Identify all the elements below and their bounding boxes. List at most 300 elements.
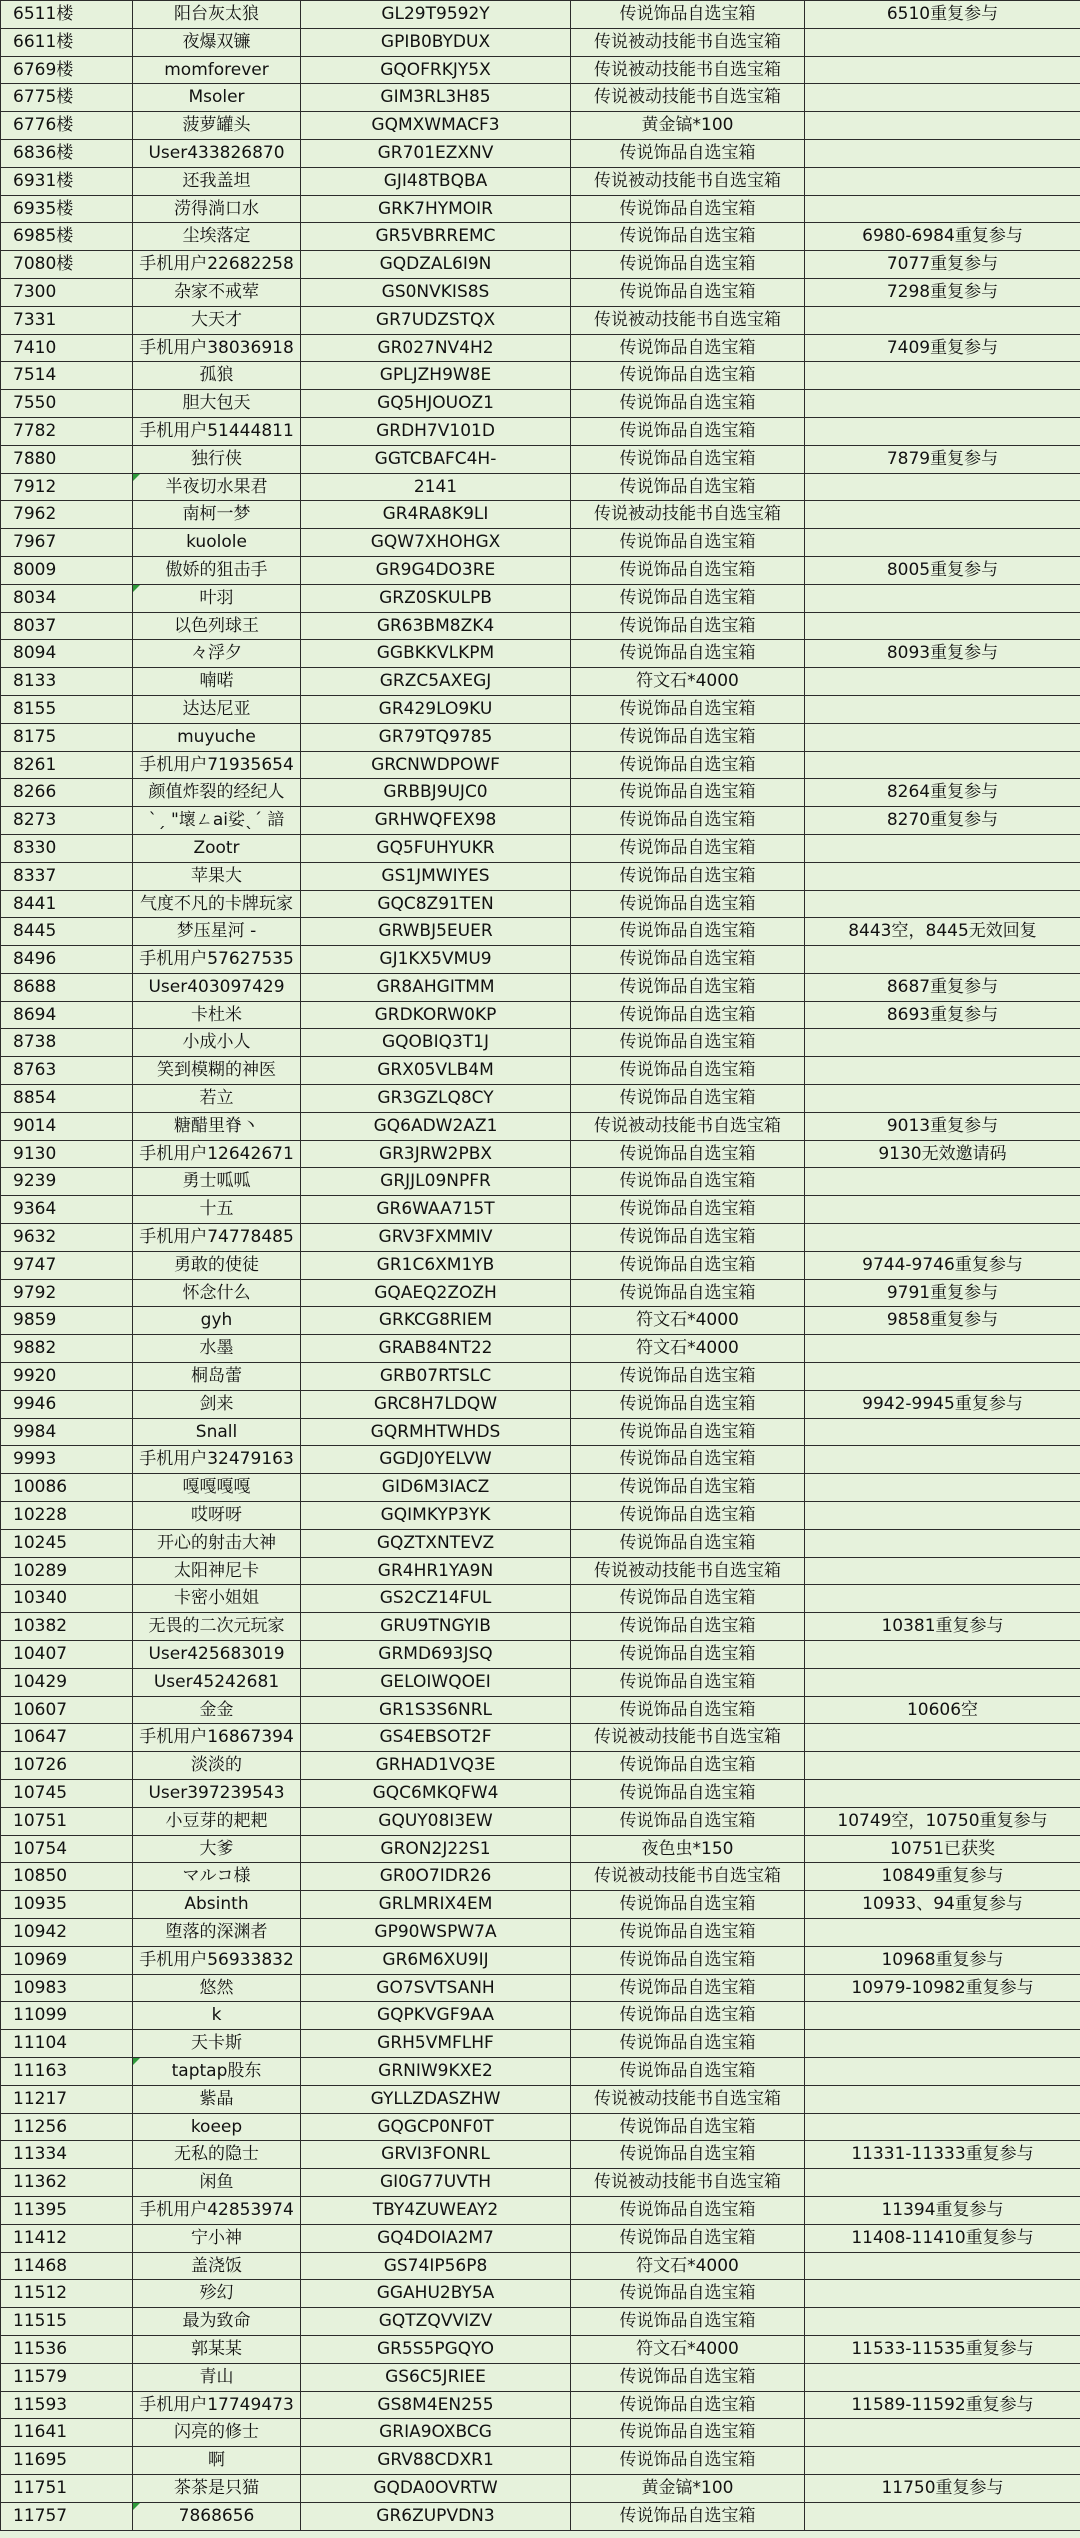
table-row (1, 1, 1080, 29)
table-row (1, 779, 1080, 807)
prize-cell: 传说饰品自选宝箱 (571, 2447, 805, 2475)
prize-cell: 符文石*4000 (571, 2252, 805, 2280)
redeem-code-cell: GQPKVGF9AA (301, 2002, 571, 2030)
floor-cell: 9882 (1, 1335, 133, 1363)
nickname-cell: 喃喏 (133, 668, 301, 696)
table-row (1, 195, 1080, 223)
floor-cell: 10289 (1, 1557, 133, 1585)
floor-cell: 9364 (1, 1196, 133, 1224)
note-cell (805, 2002, 1080, 2030)
floor-cell: 11579 (1, 2363, 133, 2391)
prize-cell: 传说饰品自选宝箱 (571, 918, 805, 946)
floor-cell: 11536 (1, 2335, 133, 2363)
redeem-code-cell: GS0NVKIS8S (301, 278, 571, 306)
nickname-cell: Zootr (133, 834, 301, 862)
table-row (1, 28, 1080, 56)
table-row (1, 1057, 1080, 1085)
note-cell: 8093重复参与 (805, 640, 1080, 668)
table-row (1, 2196, 1080, 2224)
table-row (1, 306, 1080, 334)
prize-cell: 传说饰品自选宝箱 (571, 2363, 805, 2391)
table-row (1, 1112, 1080, 1140)
table-row (1, 1668, 1080, 1696)
table-row (1, 695, 1080, 723)
floor-cell: 10245 (1, 1529, 133, 1557)
note-cell (805, 2252, 1080, 2280)
redeem-code-cell: GQMXWMACF3 (301, 112, 571, 140)
table-row (1, 807, 1080, 835)
table-row (1, 223, 1080, 251)
floor-cell: 7967 (1, 529, 133, 557)
nickname-cell: Absinth (133, 1891, 301, 1919)
redeem-code-cell: GRH5VMFLHF (301, 2030, 571, 2058)
nickname-cell: koeep (133, 2113, 301, 2141)
table-row (1, 2002, 1080, 2030)
nickname-cell: 水墨 (133, 1335, 301, 1363)
table-row (1, 2447, 1080, 2475)
nickname-cell: 手机用户74778485 (133, 1224, 301, 1252)
table-row (1, 1085, 1080, 1113)
prize-cell: 符文石*4000 (571, 1307, 805, 1335)
nickname-cell: User425683019 (133, 1641, 301, 1669)
table-row (1, 362, 1080, 390)
prize-cell: 传说饰品自选宝箱 (571, 1, 805, 29)
note-cell (805, 946, 1080, 974)
table-row (1, 2363, 1080, 2391)
floor-cell: 8175 (1, 723, 133, 751)
nickname-cell: 大爹 (133, 1835, 301, 1863)
floor-cell: 9946 (1, 1390, 133, 1418)
note-cell (805, 1196, 1080, 1224)
redeem-code-cell: GRB07RTSLC (301, 1363, 571, 1391)
note-cell (805, 1724, 1080, 1752)
nickname-cell: 7868656 (133, 2502, 301, 2530)
table-row (1, 417, 1080, 445)
floor-cell: 11593 (1, 2391, 133, 2419)
nickname-cell: 夜爆双镰 (133, 28, 301, 56)
redeem-code-cell: GL29T9592Y (301, 1, 571, 29)
floor-cell: 8094 (1, 640, 133, 668)
nickname-cell: User433826870 (133, 139, 301, 167)
table-row (1, 2057, 1080, 2085)
nickname-cell: 尘埃落定 (133, 223, 301, 251)
prize-cell: 传说饰品自选宝箱 (571, 1140, 805, 1168)
nickname-cell: 々浮夕 (133, 640, 301, 668)
note-cell: 7879重复参与 (805, 445, 1080, 473)
redeem-code-cell: GRKCG8RIEM (301, 1307, 571, 1335)
floor-cell: 8763 (1, 1057, 133, 1085)
redeem-code-cell: GR4RA8K9LI (301, 501, 571, 529)
prize-cell: 传说饰品自选宝箱 (571, 1196, 805, 1224)
table-row (1, 862, 1080, 890)
table-row (1, 946, 1080, 974)
prize-cell: 传说饰品自选宝箱 (571, 1752, 805, 1780)
floor-cell: 8688 (1, 973, 133, 1001)
floor-cell: 7514 (1, 362, 133, 390)
nickname-cell: 若立 (133, 1085, 301, 1113)
note-cell (805, 195, 1080, 223)
note-cell (805, 1418, 1080, 1446)
table-row (1, 2391, 1080, 2419)
table-row (1, 1335, 1080, 1363)
nickname-cell: 菠萝罐头 (133, 112, 301, 140)
note-cell: 10979-10982重复参与 (805, 1974, 1080, 2002)
note-cell: 8693重复参与 (805, 1001, 1080, 1029)
table-row (1, 278, 1080, 306)
nickname-cell: 怀念什么 (133, 1279, 301, 1307)
table-row (1, 1585, 1080, 1613)
note-cell (805, 417, 1080, 445)
table-row (1, 1474, 1080, 1502)
nickname-cell: 涝得淌口水 (133, 195, 301, 223)
nickname-cell: User45242681 (133, 1668, 301, 1696)
nickname-cell: 最为致命 (133, 2308, 301, 2336)
nickname-cell: 以色列球王 (133, 612, 301, 640)
table-row (1, 1724, 1080, 1752)
redeem-code-cell: GR3JRW2PBX (301, 1140, 571, 1168)
floor-cell: 8441 (1, 890, 133, 918)
prize-table-body (1, 1, 1080, 2531)
nickname-cell: 太阳神尼卡 (133, 1557, 301, 1585)
note-cell (805, 1446, 1080, 1474)
redeem-code-cell: GJ1KX5VMU9 (301, 946, 571, 974)
prize-cell: 传说饰品自选宝箱 (571, 473, 805, 501)
nickname-cell: 手机用户16867394 (133, 1724, 301, 1752)
redeem-code-cell: GRCNWDPOWF (301, 751, 571, 779)
nickname-cell: 小豆芽的耙耙 (133, 1807, 301, 1835)
table-row (1, 473, 1080, 501)
note-cell (805, 1029, 1080, 1057)
nickname-cell: 卡密小姐姐 (133, 1585, 301, 1613)
nickname-cell: 天卡斯 (133, 2030, 301, 2058)
nickname-cell: 手机用户12642671 (133, 1140, 301, 1168)
table-row (1, 1251, 1080, 1279)
redeem-code-cell: GQRMHTWHDS (301, 1418, 571, 1446)
floor-cell: 10407 (1, 1641, 133, 1669)
nickname-cell: Msoler (133, 84, 301, 112)
table-row (1, 890, 1080, 918)
redeem-code-cell: GQC6MKQFW4 (301, 1780, 571, 1808)
floor-cell: 8037 (1, 612, 133, 640)
floor-cell: 8273 (1, 807, 133, 835)
prize-cell: 传说饰品自选宝箱 (571, 807, 805, 835)
prize-cell: 传说饰品自选宝箱 (571, 1446, 805, 1474)
table-row (1, 334, 1080, 362)
nickname-cell: 无私的隐士 (133, 2141, 301, 2169)
floor-cell: 9792 (1, 1279, 133, 1307)
redeem-code-cell: GGDJ0YELVW (301, 1446, 571, 1474)
prize-cell: 传说被动技能书自选宝箱 (571, 306, 805, 334)
table-row (1, 2280, 1080, 2308)
nickname-cell: 手机用户57627535 (133, 946, 301, 974)
redeem-code-cell: GRC8H7LDQW (301, 1390, 571, 1418)
prize-cell: 符文石*4000 (571, 668, 805, 696)
note-cell: 11589-11592重复参与 (805, 2391, 1080, 2419)
floor-cell: 11512 (1, 2280, 133, 2308)
nickname-cell: 啊 (133, 2447, 301, 2475)
prize-cell: 传说饰品自选宝箱 (571, 1224, 805, 1252)
table-row (1, 751, 1080, 779)
redeem-code-cell: GS74IP56P8 (301, 2252, 571, 2280)
redeem-code-cell: GI0G77UVTH (301, 2169, 571, 2197)
floor-cell: 9747 (1, 1251, 133, 1279)
nickname-cell: 悠然 (133, 1974, 301, 2002)
floor-cell: 11334 (1, 2141, 133, 2169)
note-cell (805, 56, 1080, 84)
table-row (1, 1279, 1080, 1307)
redeem-code-cell: GQIMKYP3YK (301, 1502, 571, 1530)
floor-cell: 6776楼 (1, 112, 133, 140)
nickname-cell: 孤狼 (133, 362, 301, 390)
note-cell: 10751已获奖 (805, 1835, 1080, 1863)
nickname-cell: 手机用户71935654 (133, 751, 301, 779)
note-cell (805, 668, 1080, 696)
floor-cell: 7880 (1, 445, 133, 473)
prize-cell: 传说饰品自选宝箱 (571, 2057, 805, 2085)
prize-cell: 传说饰品自选宝箱 (571, 195, 805, 223)
note-cell (805, 306, 1080, 334)
nickname-cell: 气度不凡的卡牌玩家 (133, 890, 301, 918)
prize-cell: 传说饰品自选宝箱 (571, 1696, 805, 1724)
table-row (1, 2113, 1080, 2141)
floor-cell: 10726 (1, 1752, 133, 1780)
floor-cell: 10942 (1, 1918, 133, 1946)
note-cell (805, 362, 1080, 390)
prize-cell: 黄金镐*100 (571, 112, 805, 140)
redeem-code-cell: GQZTXNTEVZ (301, 1529, 571, 1557)
nickname-cell: 十五 (133, 1196, 301, 1224)
prize-cell: 传说被动技能书自选宝箱 (571, 28, 805, 56)
note-cell (805, 1502, 1080, 1530)
floor-cell: 11515 (1, 2308, 133, 2336)
prize-cell: 传说饰品自选宝箱 (571, 1390, 805, 1418)
table-row (1, 1529, 1080, 1557)
table-row (1, 1696, 1080, 1724)
prize-cell: 传说饰品自选宝箱 (571, 1780, 805, 1808)
redeem-code-cell: GRU9TNGYIB (301, 1613, 571, 1641)
redeem-code-cell: GR7UDZSTQX (301, 306, 571, 334)
note-cell (805, 1057, 1080, 1085)
note-cell (805, 1641, 1080, 1669)
redeem-code-cell: GR027NV4H2 (301, 334, 571, 362)
floor-cell: 10969 (1, 1946, 133, 1974)
redeem-code-cell: GRHWQFEX98 (301, 807, 571, 835)
floor-cell: 9859 (1, 1307, 133, 1335)
table-row (1, 2030, 1080, 2058)
prize-cell: 传说饰品自选宝箱 (571, 1502, 805, 1530)
floor-cell: 11395 (1, 2196, 133, 2224)
note-cell (805, 2419, 1080, 2447)
floor-cell: 10935 (1, 1891, 133, 1919)
floor-cell: 8445 (1, 918, 133, 946)
redeem-code-cell: GRJJL09NPFR (301, 1168, 571, 1196)
table-row (1, 584, 1080, 612)
table-row (1, 112, 1080, 140)
redeem-code-cell: GQ5FUHYUKR (301, 834, 571, 862)
prize-cell: 传说被动技能书自选宝箱 (571, 1863, 805, 1891)
nickname-cell: 闪亮的修士 (133, 2419, 301, 2447)
redeem-code-cell: GELOIWQOEI (301, 1668, 571, 1696)
prize-cell: 夜色虫*150 (571, 1835, 805, 1863)
nickname-cell: 南柯一梦 (133, 501, 301, 529)
prize-cell: 传说饰品自选宝箱 (571, 1251, 805, 1279)
redeem-code-cell: GS2CZ14FUL (301, 1585, 571, 1613)
note-cell (805, 612, 1080, 640)
floor-cell: 11104 (1, 2030, 133, 2058)
redeem-code-cell: GQUY08I3EW (301, 1807, 571, 1835)
redeem-code-cell: GRHAD1VQ3E (301, 1752, 571, 1780)
table-row (1, 139, 1080, 167)
redeem-code-cell: 2141 (301, 473, 571, 501)
nickname-cell: momforever (133, 56, 301, 84)
redeem-code-cell: GR9G4DO3RE (301, 556, 571, 584)
prize-cell: 黄金镐*100 (571, 2474, 805, 2502)
redeem-code-cell: GR6ZUPVDN3 (301, 2502, 571, 2530)
redeem-code-cell: GGTCBAFC4H- (301, 445, 571, 473)
table-row (1, 445, 1080, 473)
redeem-code-cell: GR429LO9KU (301, 695, 571, 723)
redeem-code-cell: GR8AHGITMM (301, 973, 571, 1001)
floor-cell: 8261 (1, 751, 133, 779)
prize-cell: 传说饰品自选宝箱 (571, 2141, 805, 2169)
prize-cell: 传说饰品自选宝箱 (571, 556, 805, 584)
nickname-cell: 小成小人 (133, 1029, 301, 1057)
prize-cell: 传说饰品自选宝箱 (571, 973, 805, 1001)
nickname-cell: 手机用户22682258 (133, 251, 301, 279)
prize-cell: 传说饰品自选宝箱 (571, 1613, 805, 1641)
floor-cell: 11163 (1, 2057, 133, 2085)
table-row (1, 973, 1080, 1001)
redeem-code-cell: GRDH7V101D (301, 417, 571, 445)
note-cell: 10606空 (805, 1696, 1080, 1724)
floor-cell: 10745 (1, 1780, 133, 1808)
table-row (1, 1196, 1080, 1224)
prize-cell: 传说饰品自选宝箱 (571, 640, 805, 668)
prize-cell: 传说被动技能书自选宝箱 (571, 2169, 805, 2197)
table-row (1, 1418, 1080, 1446)
table-row (1, 56, 1080, 84)
prize-cell: 传说饰品自选宝箱 (571, 2002, 805, 2030)
table-row (1, 1390, 1080, 1418)
redeem-code-cell: GYLLZDASZHW (301, 2085, 571, 2113)
table-row (1, 1613, 1080, 1641)
prize-cell: 传说饰品自选宝箱 (571, 251, 805, 279)
redeem-code-cell: GQOBIQ3T1J (301, 1029, 571, 1057)
floor-cell: 8854 (1, 1085, 133, 1113)
floor-cell: 10607 (1, 1696, 133, 1724)
redeem-code-cell: GP90WSPW7A (301, 1918, 571, 1946)
floor-cell: 11256 (1, 2113, 133, 2141)
prize-cell: 传说饰品自选宝箱 (571, 1585, 805, 1613)
floor-cell: 8034 (1, 584, 133, 612)
floor-cell: 9993 (1, 1446, 133, 1474)
nickname-cell: 苹果大 (133, 862, 301, 890)
note-cell (805, 112, 1080, 140)
redeem-code-cell: GQ6ADW2AZ1 (301, 1112, 571, 1140)
note-cell (805, 1780, 1080, 1808)
table-row (1, 501, 1080, 529)
floor-cell: 11468 (1, 2252, 133, 2280)
redeem-code-cell: GRV88CDXR1 (301, 2447, 571, 2475)
redeem-code-cell: GR79TQ9785 (301, 723, 571, 751)
redeem-code-cell: GID6M3IACZ (301, 1474, 571, 1502)
redeem-code-cell: GQDA0OVRTW (301, 2474, 571, 2502)
note-cell (805, 28, 1080, 56)
note-cell (805, 2113, 1080, 2141)
note-cell (805, 1668, 1080, 1696)
redeem-code-cell: GRZ0SKULPB (301, 584, 571, 612)
floor-cell: 8133 (1, 668, 133, 696)
nickname-cell: 手机用户38036918 (133, 334, 301, 362)
nickname-cell: 盖浇饭 (133, 2252, 301, 2280)
redeem-code-cell: GR0O7IDR26 (301, 1863, 571, 1891)
redeem-code-cell: GIM3RL3H85 (301, 84, 571, 112)
prize-cell: 传说饰品自选宝箱 (571, 2113, 805, 2141)
floor-cell: 6985楼 (1, 223, 133, 251)
redeem-code-cell: GRMD693JSQ (301, 1641, 571, 1669)
floor-cell: 10983 (1, 1974, 133, 2002)
note-cell: 7409重复参与 (805, 334, 1080, 362)
prize-cell: 传说饰品自选宝箱 (571, 1168, 805, 1196)
note-cell: 11533-11535重复参与 (805, 2335, 1080, 2363)
table-row (1, 668, 1080, 696)
prize-cell: 传说饰品自选宝箱 (571, 2502, 805, 2530)
nickname-cell: 胆大包天 (133, 390, 301, 418)
prize-cell: 传说饰品自选宝箱 (571, 946, 805, 974)
floor-cell: 10850 (1, 1863, 133, 1891)
redeem-code-cell: GPLJZH9W8E (301, 362, 571, 390)
floor-cell: 11757 (1, 2502, 133, 2530)
redeem-code-cell: GQAEQ2ZOZH (301, 1279, 571, 1307)
note-cell (805, 2308, 1080, 2336)
note-cell (805, 501, 1080, 529)
nickname-cell: 叶羽 (133, 584, 301, 612)
redeem-code-cell: GR5S5PGQYO (301, 2335, 571, 2363)
note-cell: 6510重复参与 (805, 1, 1080, 29)
note-cell (805, 1085, 1080, 1113)
prize-cell: 传说饰品自选宝箱 (571, 723, 805, 751)
note-cell (805, 862, 1080, 890)
table-row (1, 2335, 1080, 2363)
note-cell: 9130无效邀请码 (805, 1140, 1080, 1168)
table-row (1, 1446, 1080, 1474)
table-row (1, 1502, 1080, 1530)
table-row (1, 1974, 1080, 2002)
floor-cell: 6769楼 (1, 56, 133, 84)
prize-cell: 传说饰品自选宝箱 (571, 834, 805, 862)
note-cell: 10933、94重复参与 (805, 1891, 1080, 1919)
note-cell (805, 723, 1080, 751)
prize-cell: 传说被动技能书自选宝箱 (571, 84, 805, 112)
prize-cell: 符文石*4000 (571, 2335, 805, 2363)
floor-cell: 6935楼 (1, 195, 133, 223)
nickname-cell: k (133, 2002, 301, 2030)
prize-cell: 传说饰品自选宝箱 (571, 445, 805, 473)
table-row (1, 2419, 1080, 2447)
floor-cell: 8738 (1, 1029, 133, 1057)
redeem-code-cell: GR3GZLQ8CY (301, 1085, 571, 1113)
floor-cell: 10751 (1, 1807, 133, 1835)
prize-cell: 传说饰品自选宝箱 (571, 1974, 805, 2002)
table-row (1, 1891, 1080, 1919)
redeem-code-cell: GRON2J22S1 (301, 1835, 571, 1863)
floor-cell: 8694 (1, 1001, 133, 1029)
nickname-cell: 宁小神 (133, 2224, 301, 2252)
note-cell (805, 1752, 1080, 1780)
note-cell (805, 1918, 1080, 1946)
floor-cell: 6931楼 (1, 167, 133, 195)
note-cell (805, 84, 1080, 112)
